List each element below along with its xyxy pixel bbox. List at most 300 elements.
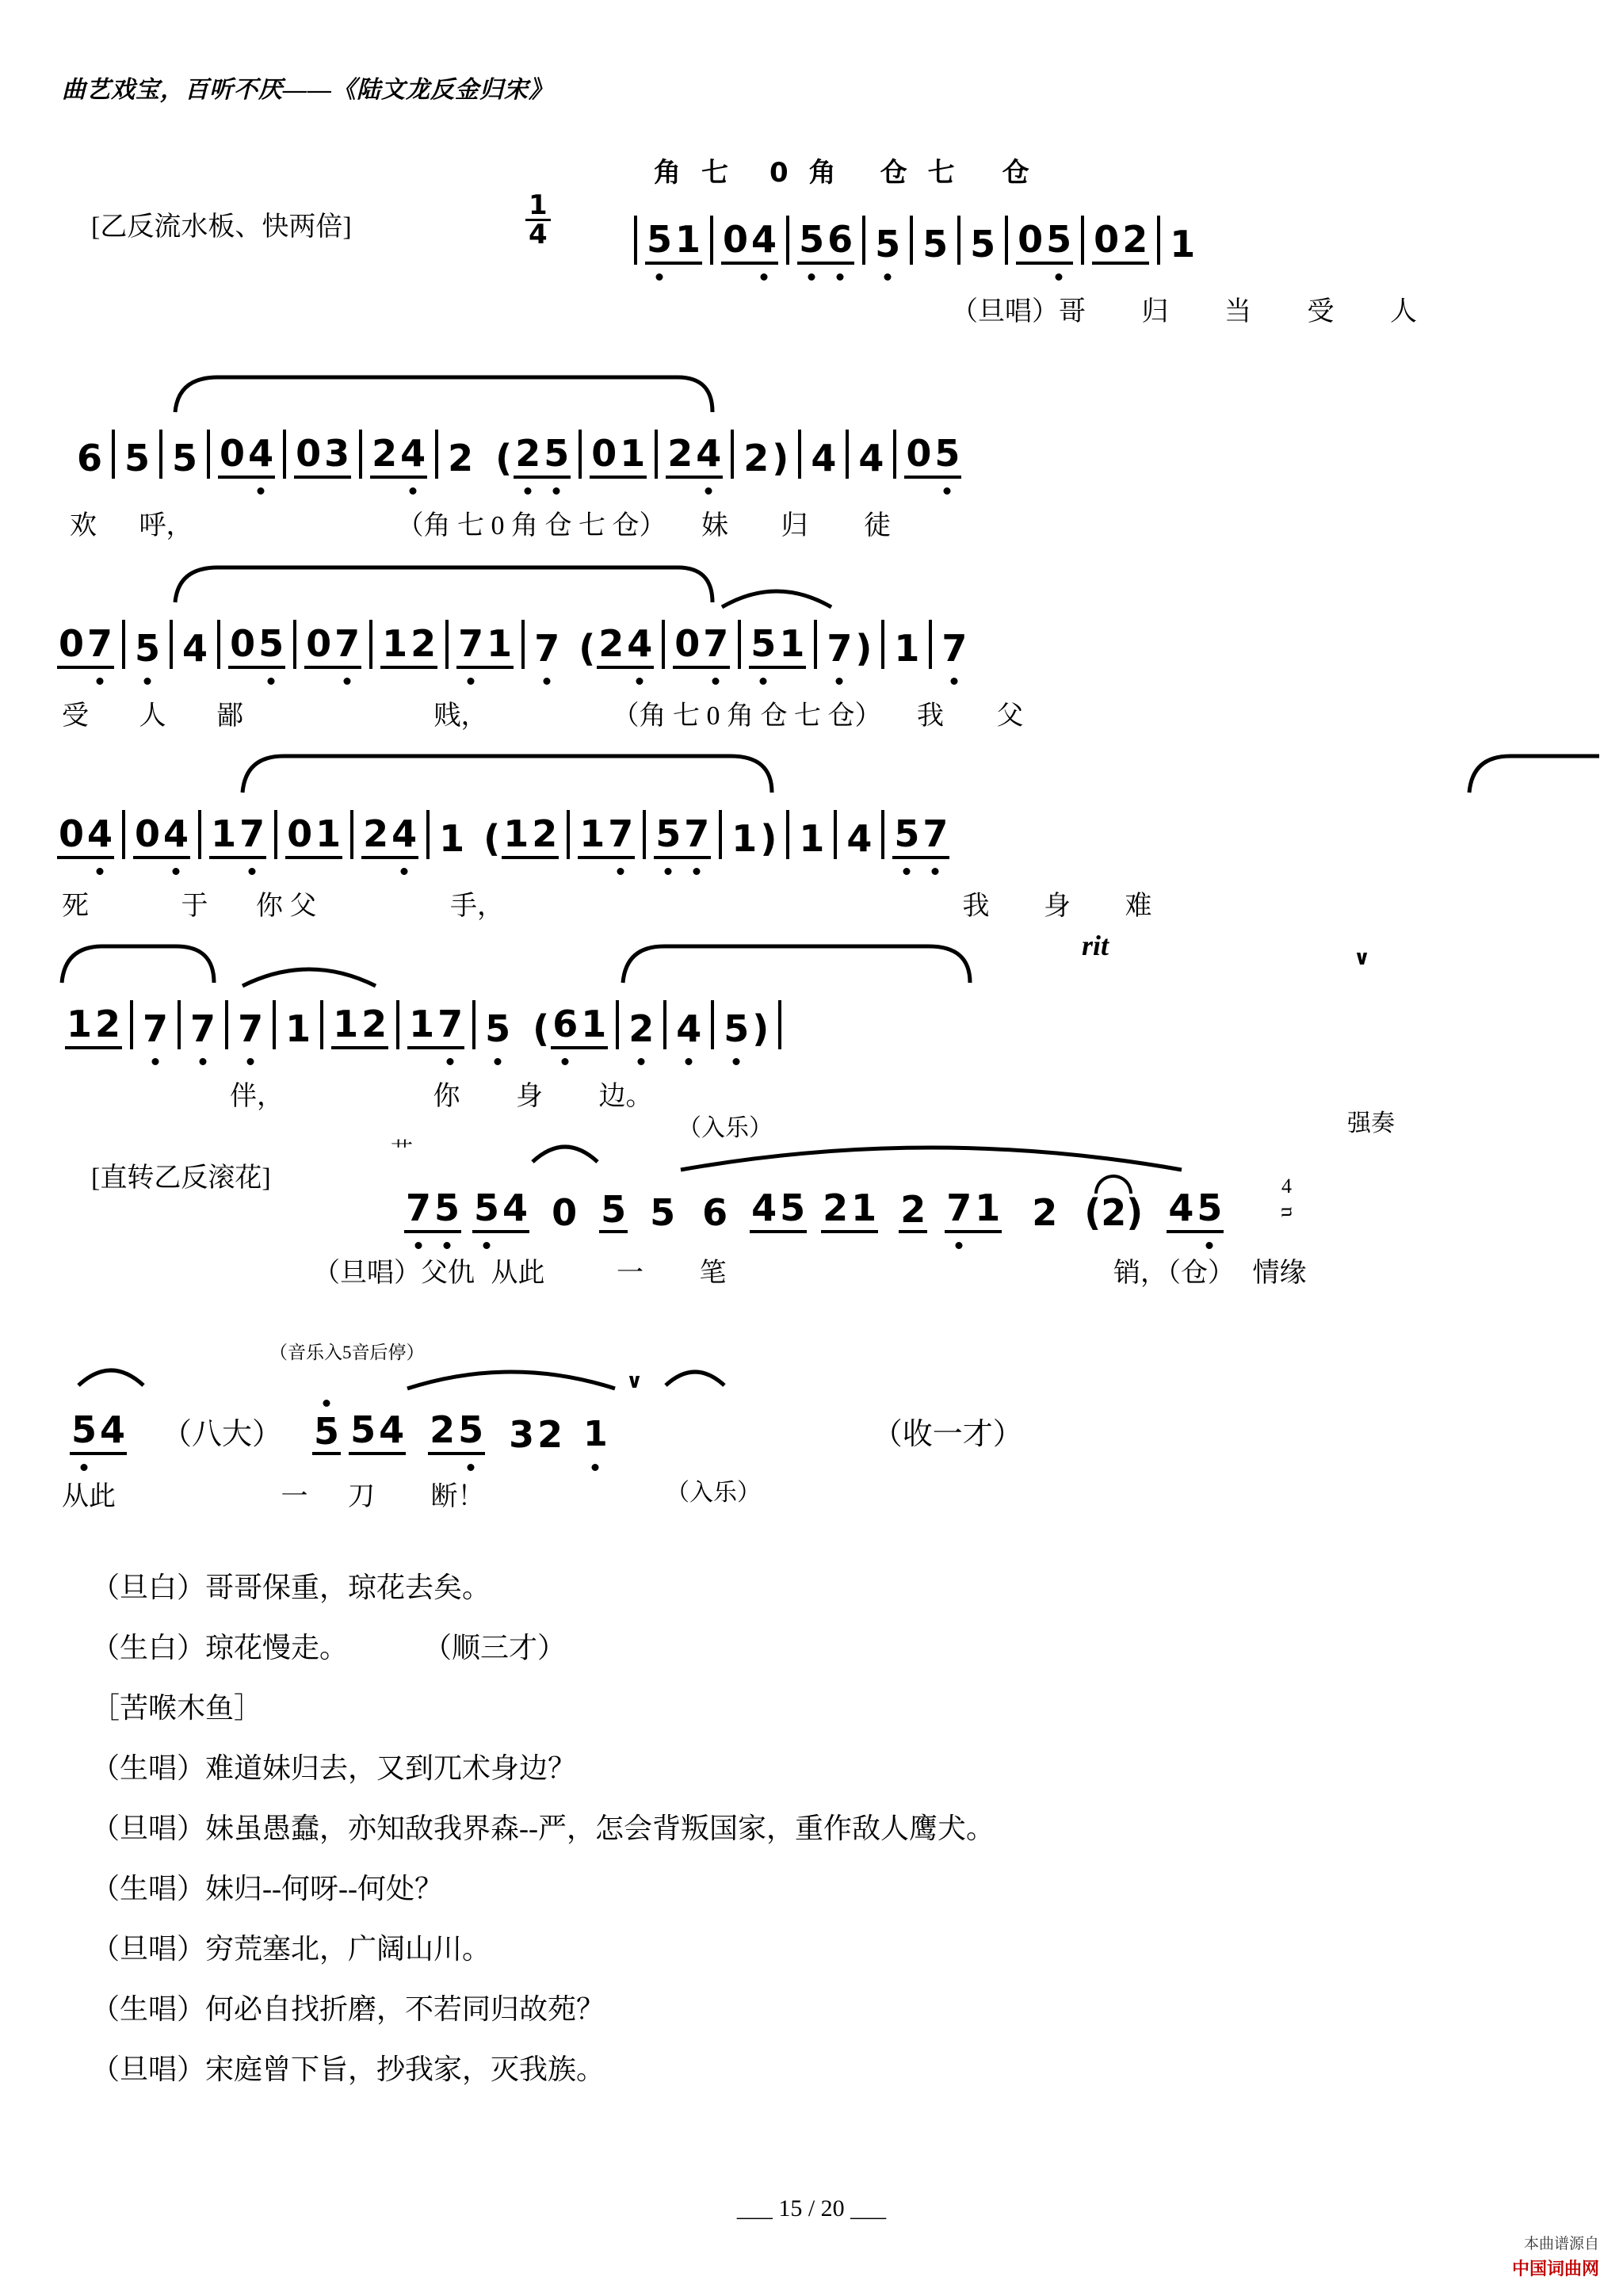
note: 5 (875, 223, 901, 266)
measure (1167, 1187, 1224, 1233)
lyrics-row-2 (0, 503, 1623, 542)
note: 7 (458, 622, 484, 665)
note: 5 (71, 1408, 97, 1451)
note: 1 (503, 812, 529, 855)
note: 5 (922, 223, 949, 266)
barline (435, 430, 438, 479)
note: 5 (350, 1408, 376, 1451)
measure (228, 623, 285, 669)
note: 6 (77, 437, 103, 479)
note: 5 (647, 218, 673, 261)
measure (749, 623, 806, 669)
time-signature-denominator: 4 (529, 219, 548, 250)
measure (65, 1003, 122, 1049)
measure (654, 813, 711, 859)
measure (750, 1187, 807, 1233)
rit-marking: rit (1082, 930, 1109, 961)
note: 5 (1046, 218, 1072, 261)
note: 2 (743, 437, 769, 479)
barline (359, 430, 362, 479)
lyric-syllable: （旦唱）父仇 (313, 1259, 475, 1288)
lyric-syllable: 难 (1125, 892, 1152, 921)
lyric-syllable: 身 (516, 1082, 543, 1111)
measure (380, 623, 437, 669)
bracket-close: ) (772, 437, 789, 479)
barline (663, 1000, 666, 1049)
note: 0 (287, 812, 313, 855)
watermark-site-name: 中国词曲网 (1511, 2259, 1599, 2279)
staff-row-5 (0, 973, 1623, 1049)
lyric-syllable: 人 (139, 701, 166, 731)
note: 1 (731, 817, 758, 860)
barline (217, 620, 220, 669)
note: 5 (434, 1186, 460, 1229)
note: 5 (970, 223, 996, 266)
note: 5 (650, 1191, 676, 1234)
note: 6 (827, 218, 854, 261)
note: 1 (620, 432, 646, 475)
measure (349, 1409, 406, 1455)
bracket-open: ( (533, 1007, 550, 1050)
measure (666, 433, 723, 479)
note: 5 (724, 1007, 750, 1050)
note: 3 (324, 432, 350, 475)
note: 2 (628, 1007, 655, 1050)
note: 1 (851, 1186, 877, 1229)
note: 5 (485, 1007, 511, 1050)
lyric-syllable: 身 (1044, 892, 1071, 921)
note: 5 (1197, 1186, 1223, 1229)
measure (597, 623, 654, 669)
measure (673, 623, 730, 669)
barline (786, 216, 789, 265)
dialogue-text: （生唱）何必自找折磨，不若同归故苑？ (91, 1993, 605, 2025)
note: 0 (296, 432, 322, 475)
barline (521, 620, 525, 669)
note: 4 (391, 812, 418, 855)
barline (293, 620, 296, 669)
note: 0 (1094, 218, 1120, 261)
barline (198, 810, 201, 859)
staff-row-2 (0, 403, 1623, 479)
lyric-syllable: 我 (917, 701, 944, 731)
measure (945, 1187, 1002, 1233)
note: 7 (87, 622, 113, 665)
barline (472, 1000, 475, 1049)
note: 1 (285, 1007, 311, 1050)
note: 1 (333, 1003, 359, 1045)
dialogue-line (91, 1754, 1518, 1782)
note: 2 (532, 812, 558, 855)
dialogue-text: （生白）琼花慢走。 (91, 1632, 349, 1664)
note: 5 (544, 432, 570, 475)
barline (426, 810, 430, 859)
note: 0 (220, 432, 246, 475)
lyric-syllable: 情缘 (1252, 1259, 1307, 1288)
note: 2 (1122, 218, 1148, 261)
note: 2 (95, 1003, 121, 1045)
note: 7 (608, 812, 634, 855)
note: 4 (696, 432, 722, 475)
meter-tilde-label: ᴝ (1281, 1198, 1293, 1221)
barline (1157, 216, 1160, 265)
note: 1 (975, 1186, 1001, 1229)
note: 2 (361, 1003, 388, 1045)
measure (1092, 219, 1149, 265)
barline (130, 1000, 133, 1049)
lyric-syllable: 笔 (699, 1259, 727, 1288)
note: 5 (135, 627, 161, 670)
staff-row-3 (0, 593, 1623, 669)
staff-row-1 (0, 189, 1623, 265)
barline (731, 430, 734, 479)
dialogue-text: （生唱）难道妹归去，又到兀术身边？ (91, 1752, 577, 1784)
barline (159, 430, 162, 479)
dialogue-text: ［苦喉木鱼］ (91, 1692, 263, 1724)
barline (445, 620, 449, 669)
meter-4-mark (1281, 1175, 1292, 1222)
barline (112, 430, 115, 479)
bracket-open: ( (495, 437, 513, 479)
lyric-syllable: 销，（仓） (1113, 1259, 1235, 1288)
watermark (1512, 2233, 1599, 2283)
lyric-syllable: 鄙 (216, 701, 243, 731)
barline (567, 810, 570, 859)
dialogue-text: （旦白）哥哥保重，琼花去矣。 (91, 1572, 491, 1603)
barline (834, 810, 837, 859)
note: 1 (779, 622, 805, 665)
barline (225, 1000, 228, 1049)
note: 6 (552, 1003, 579, 1045)
note: 1 (1170, 223, 1196, 266)
barline (1005, 216, 1008, 265)
barline (616, 1000, 619, 1049)
measure (404, 1187, 461, 1233)
lyric-syllable: 受 (62, 701, 89, 731)
lyric-syllable: 徒 (864, 511, 891, 541)
barline (178, 1000, 181, 1049)
note: 4 (87, 812, 113, 855)
lyric-syllable: 一 (617, 1259, 643, 1288)
measure (551, 1003, 608, 1049)
note: 1 (894, 627, 920, 670)
note: 7 (190, 1007, 216, 1050)
barline (320, 1000, 323, 1049)
lyric-syllable: 妹 (701, 511, 728, 541)
note: 4 (751, 218, 777, 261)
dialogue-line (91, 1995, 1518, 2023)
note: 5 (750, 622, 777, 665)
lyric-syllable: 伴， (230, 1082, 284, 1111)
gongche-char: 仓 (1002, 157, 1050, 189)
measure (407, 1003, 464, 1049)
note: 4 (163, 812, 189, 855)
dialogue-block (91, 1573, 1518, 2115)
note: (2) (1084, 1191, 1144, 1234)
measure (514, 433, 571, 479)
note: 1 (581, 1003, 607, 1045)
ru-yue-annotation-2: （入乐） (666, 1480, 761, 1506)
note: 1 (315, 812, 342, 855)
measure (57, 623, 114, 669)
measure (721, 219, 778, 265)
note: 5 (458, 1408, 484, 1451)
shou-yi-cai-annotation (871, 1414, 1025, 1455)
lyric-syllable: 呼， (139, 511, 193, 541)
barline (122, 810, 125, 859)
lyric-syllable: （旦唱）哥 (951, 297, 1086, 327)
measure (331, 1003, 388, 1049)
dialogue-line (91, 1935, 1518, 1963)
note: 0 (1018, 218, 1044, 261)
meter-4-label: 4 (1281, 1175, 1292, 1198)
gongche-annotation-3: （角 七 0 角 仓 七 仓） (612, 701, 882, 731)
note: 4 (182, 627, 208, 670)
barline (846, 430, 849, 479)
dialogue-text: （旦唱）穷荒塞北，广阔山川。 (91, 1933, 491, 1965)
note: 4 (627, 622, 653, 665)
bracket-open: ( (483, 817, 501, 860)
note: 2 (515, 432, 541, 475)
measure (428, 1409, 485, 1455)
tune-label-2: [直转乙反滚花] (91, 1163, 271, 1193)
lyric-syllable: 断！ (430, 1482, 485, 1511)
note: 2 (372, 432, 398, 475)
barline (814, 620, 817, 669)
note: 0 (306, 622, 332, 665)
measure (294, 433, 351, 479)
lyric-syllable: 人 (1390, 297, 1417, 327)
note: 7 (238, 1007, 264, 1050)
measure (361, 813, 418, 859)
measure (218, 433, 275, 479)
gongche-char: 七 (701, 157, 749, 189)
lyric-syllable: 手， (450, 892, 504, 921)
measure (578, 813, 635, 859)
measure (304, 623, 361, 669)
dialogue-line (91, 1633, 1518, 1662)
note: 2 (899, 1189, 927, 1233)
note: 7 (406, 1186, 432, 1229)
measure (285, 813, 342, 859)
note: 0 (135, 812, 161, 855)
tune-label-1: [乙反流水板、快两倍] (91, 212, 352, 242)
note: 7 (684, 812, 710, 855)
gongche-char: 0 (769, 157, 809, 189)
note: 1 (211, 812, 237, 855)
measure (590, 433, 647, 479)
note: 7 (922, 812, 949, 855)
measure (821, 1187, 878, 1233)
barline (929, 620, 932, 669)
barline (170, 620, 173, 669)
watermark-source-line: 本曲谱源自 (1523, 2235, 1599, 2252)
bracket-close: ) (855, 627, 873, 670)
barline (1081, 216, 1084, 265)
dialogue-line (91, 1874, 1518, 1903)
measure (904, 433, 961, 479)
qiang-zou-annotation: 强奏 (1347, 1110, 1395, 1137)
note: 5 (312, 1411, 341, 1455)
measure (133, 813, 190, 859)
bracket-close: ) (760, 817, 777, 860)
barline (893, 430, 896, 479)
sharp-mark: 艹 (391, 1139, 414, 1163)
note: 5 (780, 1186, 806, 1229)
note: 0 (723, 218, 749, 261)
note: 7 (827, 627, 853, 670)
note: 7 (946, 1186, 972, 1229)
breath-mark: ∨ (1354, 946, 1371, 970)
note: 7 (239, 812, 265, 855)
page-number: ___ 15 / 20 ___ (736, 2195, 887, 2222)
staff-row-6 (0, 1157, 1623, 1233)
measure (70, 1409, 127, 1455)
note: 0 (230, 622, 256, 665)
dialogue-suffix: （顺三才） (423, 1632, 567, 1664)
note: 7 (437, 1003, 464, 1045)
dialogue-line (91, 1573, 1518, 1602)
note: 4 (1168, 1186, 1194, 1229)
measure (209, 813, 266, 859)
note: 4 (400, 432, 426, 475)
lyrics-row-6 (0, 1251, 1623, 1289)
note: 7 (941, 627, 968, 670)
note: 0 (906, 432, 932, 475)
barline (798, 430, 801, 479)
gongche-char: 角 (808, 157, 857, 189)
dialogue-text: （旦唱）妹虽愚蠢，亦知敌我界森--严，怎会背叛国家，重作敌人鹰犬。 (91, 1813, 995, 1844)
lyric-syllable: 你 (433, 1082, 460, 1111)
lyric-syllable: 欢 (70, 511, 97, 541)
barline (711, 1000, 714, 1049)
ba-da-annotation (160, 1414, 284, 1455)
barline (643, 810, 646, 859)
shou-yi-cai-label: （收一才） (872, 1418, 1023, 1451)
barline (957, 216, 960, 265)
lyrics-row-1 (0, 289, 1623, 328)
note: 2 (363, 812, 389, 855)
measure (57, 813, 114, 859)
gongche-annotation-1 (654, 151, 1050, 189)
note: 1 (67, 1003, 93, 1045)
note: 2 (411, 622, 437, 665)
measure (456, 623, 514, 669)
note: 1 (487, 622, 513, 665)
lyric-syllable: 贱， (433, 701, 488, 731)
lyric-syllable: 父 (996, 701, 1024, 731)
measure (1016, 219, 1073, 265)
lyric-syllable: 一 (281, 1482, 308, 1511)
note: 5 (474, 1186, 500, 1229)
note: 2 (1032, 1191, 1058, 1234)
lyric-syllable: 受 (1307, 297, 1335, 327)
measure (502, 813, 559, 859)
lyric-syllable: 归 (1141, 297, 1169, 327)
lyric-syllable: 从此 (491, 1259, 545, 1288)
barline (881, 620, 884, 669)
note: 1 (382, 622, 408, 665)
lyric-syllable: 父 (289, 892, 317, 921)
staff-row-4 (0, 783, 1623, 859)
barline (719, 810, 722, 859)
note: 1 (675, 218, 701, 261)
ba-da-label: （八大） (162, 1418, 283, 1451)
note: 2 (823, 1186, 849, 1229)
note: 1 (409, 1003, 435, 1045)
barline (634, 216, 637, 265)
barline (662, 620, 665, 669)
note: 2 (667, 432, 693, 475)
lyric-syllable: 于 (181, 892, 208, 921)
barline (655, 430, 658, 479)
lyrics-row-7 (0, 1474, 1623, 1513)
measure (472, 1187, 529, 1233)
lyrics-row-4 (0, 884, 1623, 923)
barline (350, 810, 353, 859)
note: 0 (552, 1191, 578, 1234)
note: 0 (591, 432, 617, 475)
note: 5 (934, 432, 960, 475)
dialogue-text: （生唱）妹归--何呀--何处？ (91, 1873, 443, 1904)
note: 4 (248, 432, 274, 475)
gongche-annotation-2: （角 七 0 角 仓 七 仓） (396, 511, 666, 541)
note: 7 (334, 622, 361, 665)
note: 5 (655, 812, 682, 855)
barline (738, 620, 741, 669)
note: 5 (894, 812, 920, 855)
lyric-syllable: 你 (256, 892, 283, 921)
barline (910, 216, 913, 265)
note: 4 (846, 817, 873, 860)
bracket-open: ( (579, 627, 596, 670)
ru-yue-annotation: （入乐） (678, 1115, 773, 1141)
barline (710, 216, 713, 265)
note: 2 (448, 437, 474, 479)
note: 6 (702, 1191, 728, 1234)
barline (778, 1000, 781, 1049)
note: 7 (143, 1007, 169, 1050)
barline (786, 810, 789, 859)
note: 4 (858, 437, 884, 479)
bracket-close: ) (752, 1007, 769, 1050)
barline (122, 620, 125, 669)
note: 5 (172, 437, 198, 479)
lyric-syllable: 我 (962, 892, 990, 921)
barline (207, 430, 210, 479)
note: 5 (258, 622, 285, 665)
gongche-char: 仓 (880, 157, 928, 189)
barline (881, 810, 884, 859)
note: 0 (674, 622, 701, 665)
note: 7 (703, 622, 729, 665)
note: 1 (579, 812, 605, 855)
note: 0 (59, 812, 85, 855)
note: 2 (537, 1413, 563, 1456)
dialogue-line (91, 2055, 1518, 2084)
gongche-char: 七 (927, 157, 976, 189)
barline (369, 620, 372, 669)
lyric-syllable: 死 (62, 892, 89, 921)
note: 4 (100, 1408, 126, 1451)
music-stop-annotation: （音乐入5音后停） (269, 1343, 425, 1362)
note: 2 (598, 622, 624, 665)
note: 4 (811, 437, 837, 479)
time-signature-numerator: 1 (525, 192, 551, 221)
lyric-syllable: 边。 (598, 1082, 653, 1111)
page-title: 曲艺戏宝，百听不厌——《陆文龙反金归宋》 (62, 77, 553, 103)
gongche-char: 角 (654, 157, 701, 189)
